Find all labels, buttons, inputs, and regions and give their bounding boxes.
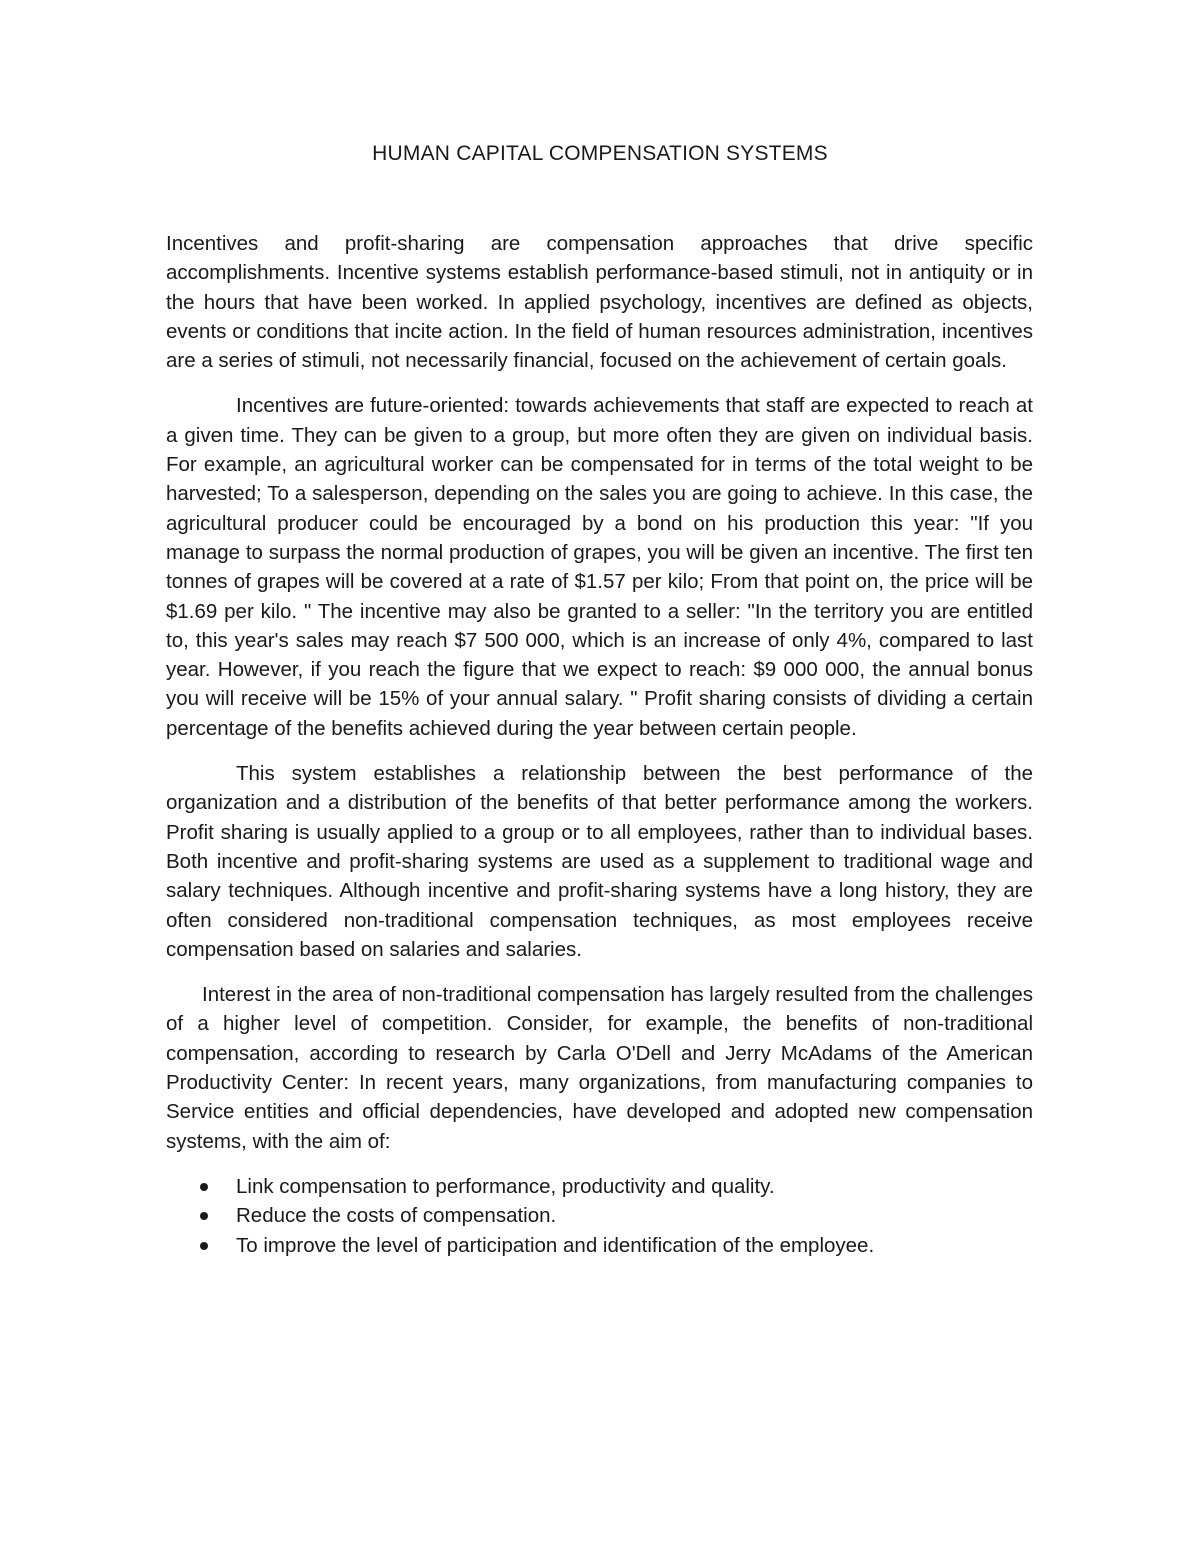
bullet-list [166,1172,1033,1260]
paragraph-1: Incentives and profit-sharing are compensation approaches that drive specific accomplishments. Incentive systems establish performance-based stimuli, not in antiquity or in the hours that have been worked. In applied psychology, incentives are defined as objects, events or conditions that incite action. In the field of human resources administration, incentives are a series of stimuli, not necessarily financial, focused on the achievement of certain goals. [166,232,1033,373]
paragraph-4: Interest in the area of non-traditional compensation has largely resulted from the challenges of a higher level of competition. Consider, for example, the benefits of non-traditional compensation, according to research by Carla O'Dell and Jerry McAdams of the American Productivity Center: In recent years, many organizations, from manufacturing companies to Service entities and official dependencies, have developed and adopted new compensation systems, with the aim of: [166,983,1033,1153]
list-item-text: Reduce the costs of compensation. [236,1204,557,1228]
paragraph-2: Incentives are future-oriented: towards achievements that staff are expected to reach at a given time. They can be given to a group, but more often they are given on individual basis. For example, an agricultural worker can be compensated for in terms of the total weight to be harvested; To a salesperson, depending on the sales you are going to achieve. In this case, the agricultural producer could be encouraged by a bond on his production this year: "If you manage to surpass the normal production of grapes, you will be given an incentive. The first ten tonnes of grapes will be covered at a rate of $1.57 per kilo; From that point on, the price will be $1.69 per kilo. " The incentive may also be granted to a seller: "In the territory you are entitled to, this year's sales may reach $7 500 000, which is an increase of only 4%, compared to last year. However, if you reach the figure that we expect to reach: $9 000 000, the annual bonus you will receive will be 15% of your annual salary. " Profit sharing consists of dividing a certain percentage of the benefits achieved during the year between certain people. [166,394,1033,740]
list-item [166,1201,1033,1230]
list-item [166,1172,1033,1201]
bullet-icon [200,1183,208,1191]
bullet-icon [200,1212,208,1220]
document-body [166,229,1033,1260]
list-item-text: To improve the level of participation and identification of the employee. [236,1233,875,1257]
paragraph-3: This system establishes a relationship between the best performance of the organization and a distribution of the benefits of that better performance among the workers. Profit sharing is usually applied to a group or to all employees, rather than to individual bases. Both incentive and profit-sharing systems are used as a supplement to traditional wage and salary techniques. Although incentive and profit-sharing systems have a long history, they are often considered non-traditional compensation techniques, as most employees receive compensation based on salaries and salaries. [166,762,1033,961]
bullet-icon [200,1242,208,1250]
list-item [166,1231,1033,1260]
list-item-text: Link compensation to performance, productivity and quality. [236,1174,775,1198]
document-title: HUMAN CAPITAL COMPENSATION SYSTEMS [372,142,828,165]
